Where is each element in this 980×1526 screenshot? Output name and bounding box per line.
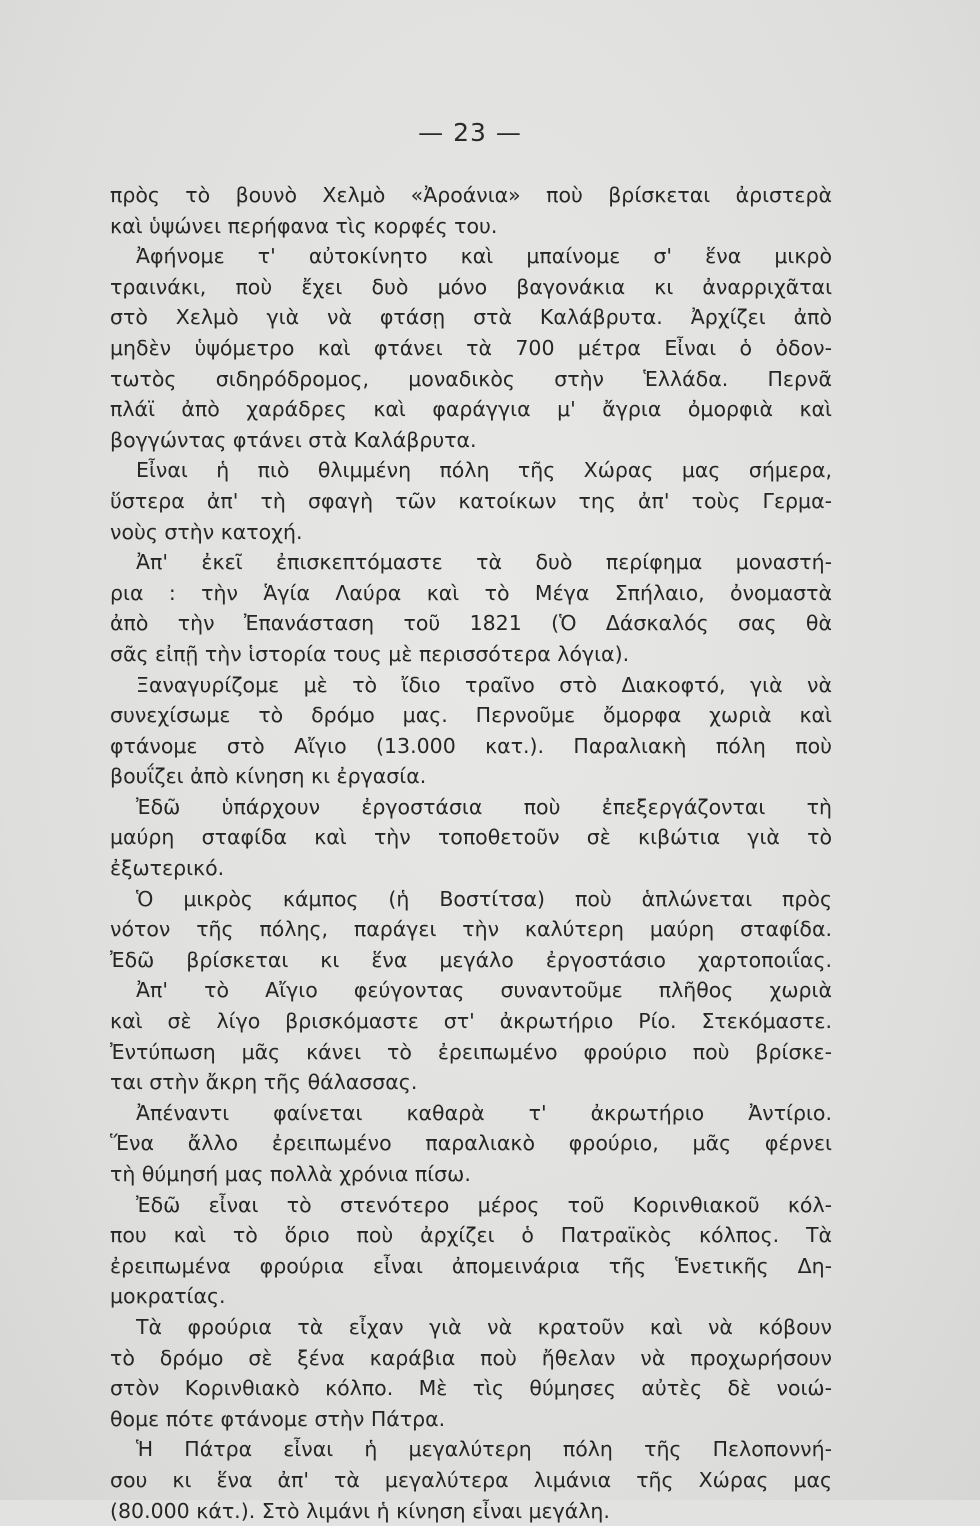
text-line: Ἀπ' ἐκεῖ ἐπισκεπτόμαστε τὰ δυὸ περίφημα μοναστή- [136,550,832,575]
text-line: Ἀφήνομε τ' αὐτοκίνητο καὶ μπαίνομε σ' ἕνα μικρὸ [136,244,832,269]
text-line: τὸ δρόμο σὲ ξένα καράβια ποὺ ἤθελαν νὰ προχωρήσουν [110,1345,832,1370]
text-line: ἀπὸ τὴν Ἐπανάσταση τοῦ 1821 (Ὁ Δάσκαλός σας θὰ [110,611,832,636]
text-line: πρὸς τὸ βουνὸ Χελμὸ «Ἀροάνια» ποὺ βρίσκεται ἀριστερὰ [110,183,832,207]
text-line: Ἐδῶ εἶναι τὸ στενότερο μέρος τοῦ Κορινθιακοῦ κόλ- [136,1192,832,1217]
text-line: ἐρειπωμένα φρούρια εἶναι ἀπομεινάρια τῆς Ἑνετικῆς Δη- [110,1253,832,1278]
text-line: καὶ ὑψώνει περήφανα τὶς κορφές του. [110,213,498,238]
text-line: ἐξωτερικό. [110,856,225,881]
text-line: Ἐδῶ ὑπάρχουν ἐργοστάσια ποὺ ἐπεξεργάζονται τὴ [136,794,832,819]
text-line: βουΐζει ἀπὸ κίνηση κι ἐργασία. [110,764,427,789]
text-line: νότον τῆς πόλης, παράγει τὴν καλύτερη μαύρη σταφίδα. [110,917,832,942]
body-text [110,180,832,1526]
text-line: ὕστερα ἀπ' τὴ σφαγὴ τῶν κατοίκων της ἀπ' τοὺς Γερμα- [110,488,832,513]
text-line: Ὁ μικρὸς κάμπος (ἡ Βοστίτσα) ποὺ ἁπλώνεται πρὸς [136,886,832,911]
text-line: (80.000 κάτ.). Στὸ λιμάνι ἡ κίνηση εἶναι μεγάλη. [110,1498,610,1523]
text-line: μοκρατίας. [110,1284,226,1309]
text-line: μηδὲν ὑψόμετρο καὶ φτάνει τὰ 700 μέτρα Εἶναι ὁ ὀδον- [110,335,832,360]
text-line: Ἕνα ἄλλο ἐρειπωμένο παραλιακὸ φρούριο, μᾶς φέρνει [110,1131,832,1156]
text-line: Ἀπ' τὸ Αἴγιο φεύγοντας συναντοῦμε πλῆθος χωριὰ [136,978,832,1003]
page-number: — 23 — [418,118,522,147]
text-line: Ἐδῶ βρίσκεται κι ἕνα μεγάλο ἐργοστάσιο χαρτοποιΐας. [110,947,832,972]
text-line: στὸ Χελμὸ γιὰ νὰ φτάσῃ στὰ Καλάβρυτα. Ἀρχίζει ἀπὸ [110,305,832,330]
text-line: Ἡ Πάτρα εἶναι ἡ μεγαλύτερη πόλη τῆς Πελοποννή- [136,1437,832,1462]
text-line: συνεχίσωμε τὸ δρόμο μας. Περνοῦμε ὄμορφα χωριὰ καὶ [110,703,832,728]
text-line: φτάνομε στὸ Αἴγιο (13.000 κατ.). Παραλιακὴ πόλη ποὺ [110,733,832,758]
text-line: τραινάκι, ποὺ ἔχει δυὸ μόνο βαγονάκια κι ἀναρριχᾶται [110,274,832,299]
text-line: πλάϊ ἀπὸ χαράδρες καὶ φαράγγια μ' ἄγρια ὀμορφιὰ καὶ [110,397,832,422]
text-line: μαύρη σταφίδα καὶ τὴν τοποθετοῦν σὲ κιβώτια γιὰ τὸ [110,825,832,850]
text-line: Ἀπέναντι φαίνεται καθαρὰ τ' ἀκρωτήριο Ἀντίριο. [136,1100,832,1125]
text-line: τὴ θύμησή μας πολλὰ χρόνια πίσω. [110,1162,471,1186]
text-line: θομε πότε φτάνομε στὴν Πάτρα. [110,1406,446,1431]
text-line: τωτὸς σιδηρόδρομος, μοναδικὸς στὴν Ἑλλάδα. Περνᾶ [110,366,832,391]
text-line: ρια : τὴν Ἁγία Λαύρα καὶ τὸ Μέγα Σπήλαιο, ὀνομαστὰ [110,580,832,605]
text-line: βογγώντας φτάνει στὰ Καλάβρυτα. [110,427,477,452]
text-line: σου κι ἕνα ἀπ' τὰ μεγαλύτερα λιμάνια τῆς Χώρας μας [110,1467,832,1492]
text-line: νοὺς στὴν κατοχή. [110,519,303,544]
text-line: Ξαναγυρίζομε μὲ τὸ ἴδιο τραῖνο στὸ Διακοφτό, γιὰ νὰ [136,672,832,697]
text-line: στὸν Κορινθιακὸ κόλπο. Μὲ τὶς θύμησες αὐτὲς δὲ νοιώ- [110,1376,832,1401]
text-line: σᾶς εἰπῇ τὴν ἱστορία τους μὲ περισσότερα λόγια). [110,641,630,666]
text-line: Εἶναι ἡ πιὸ θλιμμένη πόλη τῆς Χώρας μας σήμερα, [136,458,832,483]
text-line: που καὶ τὸ ὅριο ποὺ ἀρχίζει ὁ Πατραϊκὸς κόλπος. Τὰ [110,1223,832,1248]
text-line: ται στὴν ἄκρη τῆς θάλασσας. [110,1070,418,1095]
text-line: Ἐντύπωση μᾶς κάνει τὸ ἐρειπωμένο φρούριο ποὺ βρίσκε- [110,1039,832,1064]
text-line: Τὰ φρούρια τὰ εἶχαν γιὰ νὰ κρατοῦν καὶ νὰ κόβουν [136,1314,832,1339]
text-line: καὶ σὲ λίγο βρισκόμαστε στ' ἀκρωτήριο Ρίο. Στεκόμαστε. [110,1009,832,1034]
